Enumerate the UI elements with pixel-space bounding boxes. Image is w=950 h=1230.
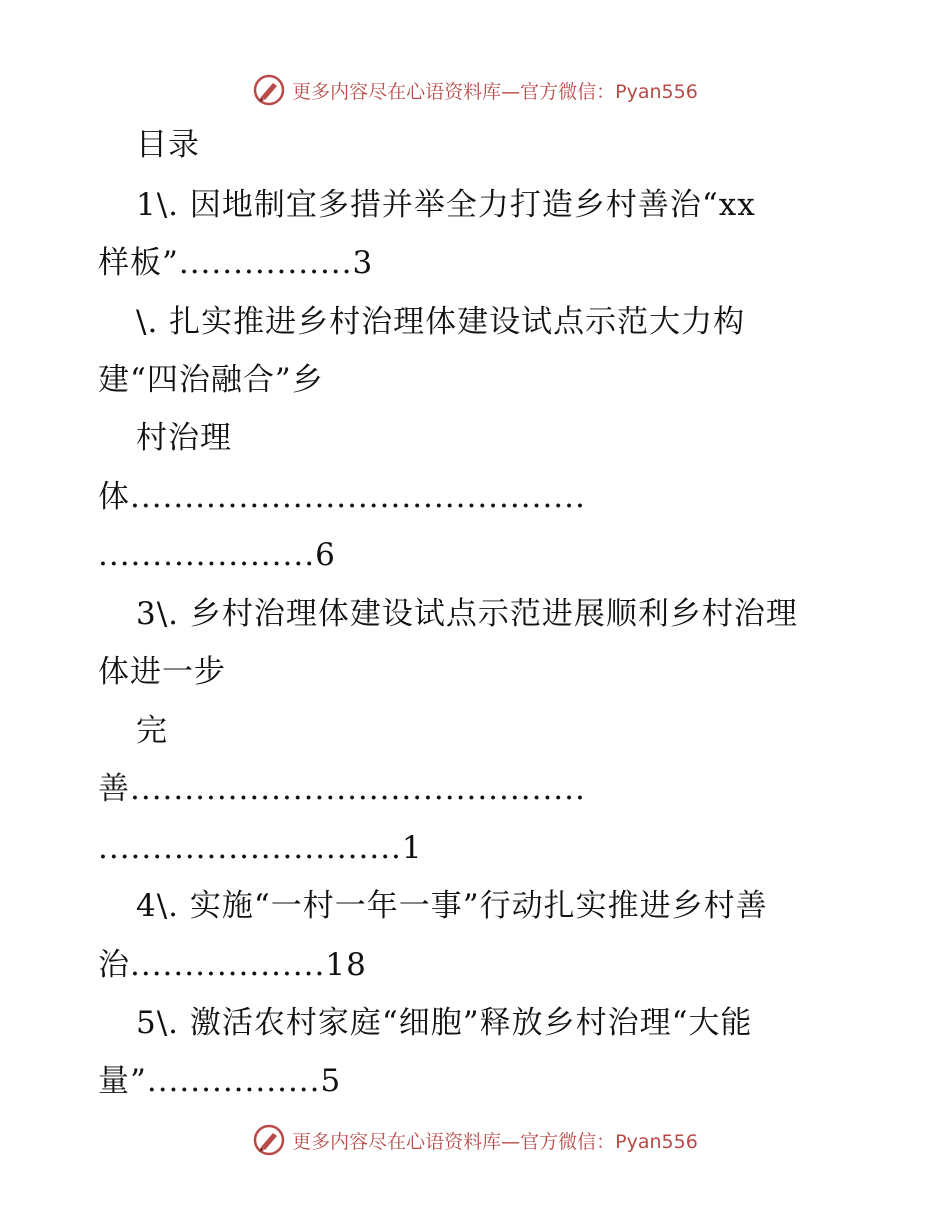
toc-line: 善..........................................	[98, 771, 586, 807]
toc-line: 体进一步	[98, 654, 226, 690]
pen-logo-icon	[252, 73, 286, 107]
toc-line: \. 扎实推进乡村治理体建设试点示范大力构	[136, 304, 746, 340]
toc-line: 5\. 激活农村家庭“细胞”释放乡村治理“大能	[136, 1005, 753, 1041]
watermark-banner-top	[0, 70, 950, 110]
toc-line: 完	[136, 713, 168, 749]
toc-line: 3\. 乡村治理体建设试点示范进展顺利乡村治理	[136, 596, 798, 632]
pen-logo-icon	[252, 1123, 286, 1157]
watermark-text: 更多内容尽在心语资料库—官方微信：Pyan556	[292, 80, 698, 103]
toc-line: 1\. 因地制宜多措并举全力打造乡村善治“xx	[136, 187, 756, 223]
toc-line: ............................1	[98, 830, 423, 866]
toc-line: 治..................18	[98, 947, 367, 983]
watermark-banner-bottom	[0, 1120, 950, 1160]
toc-line: 建“四治融合”乡	[98, 362, 324, 398]
toc-line: 样板”................3	[98, 245, 374, 281]
toc-line: 4\. 实施“一村一年一事”行动扎实推进乡村善	[136, 888, 768, 924]
toc-title: 目录	[136, 127, 200, 163]
watermark	[252, 73, 698, 107]
watermark-text: 更多内容尽在心语资料库—官方微信：Pyan556	[292, 1130, 698, 1153]
watermark	[252, 1123, 698, 1157]
toc-line: ....................6	[98, 537, 336, 573]
toc-line: 量”................5	[98, 1063, 342, 1099]
toc-line: 体..........................................	[98, 479, 586, 515]
toc-line: 村治理	[136, 420, 232, 456]
